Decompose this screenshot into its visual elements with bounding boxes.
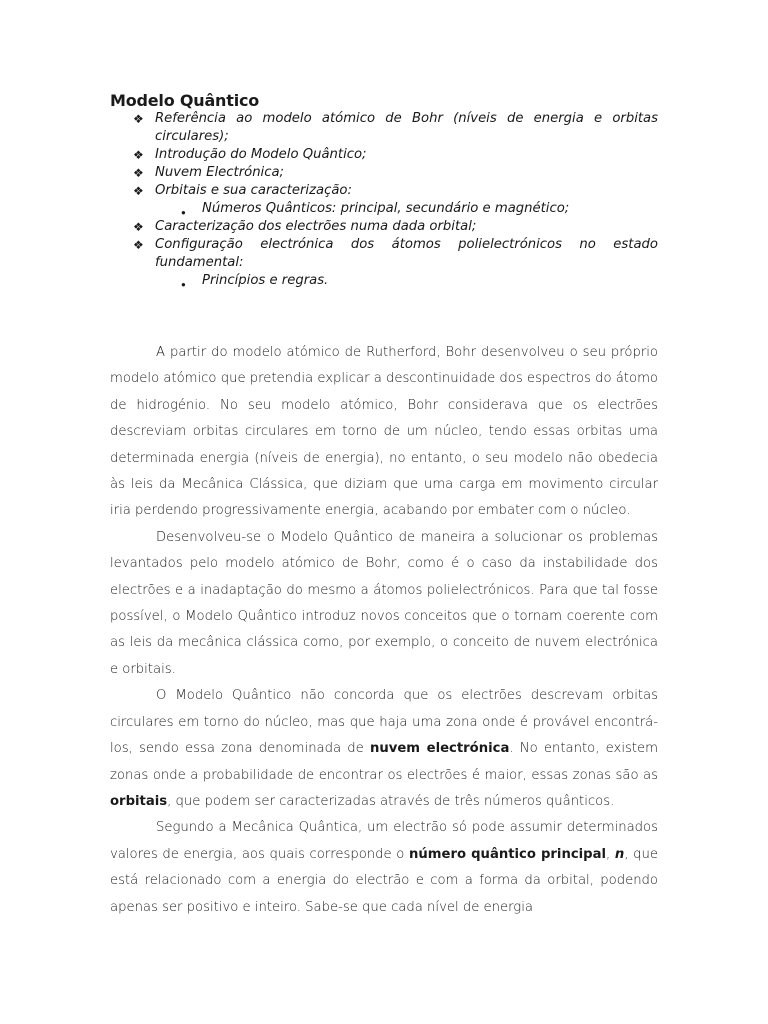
paragraph-text: O Modelo Quântico não concorda que os electrões descrevam orbitas circulares em torno do núcleo, mas que haja uma zona onde é provável encontrá-los, sendo essa zona denominada de [110, 688, 658, 757]
outline-subitem [133, 200, 658, 218]
outline-item-text: Princípios e regras. [202, 273, 329, 288]
outline-item-text: Introdução do Modelo Quântico; [155, 147, 367, 162]
outline-item [133, 164, 658, 182]
bold-term: orbitais [110, 793, 168, 809]
diamond-bullet-icon: ❖ [133, 220, 144, 234]
outline-item [133, 236, 658, 272]
paragraph-text: , [606, 846, 615, 862]
body-text [110, 340, 658, 921]
paragraph-text: , que está relacionado com a energia do electrão e com a forma da orbital, podendo apenas ser positivo e inteiro. Sabe-se que cada nível de energia [110, 846, 658, 915]
diamond-bullet-icon: ❖ [133, 112, 144, 126]
diamond-bullet-icon: ❖ [133, 238, 144, 252]
outline-item-text: Caracterização dos electrões numa dada orbital; [155, 219, 477, 234]
outline-item [133, 218, 658, 236]
outline-item-text: Configuração electrónica dos átomos polielectrónicos no estado fundamental: [155, 237, 658, 270]
bullet-dot-icon: ● [181, 208, 186, 217]
outline-item-text: Orbitais e sua caracterização: [155, 183, 352, 198]
symbol-n: n [614, 846, 625, 862]
bold-term: nuvem electrónica [369, 741, 510, 757]
outline-item-text: Nuvem Electrónica; [155, 165, 284, 180]
paragraph [110, 525, 658, 683]
paragraph [110, 683, 658, 815]
paragraph-text: , que podem ser caracterizadas através de três números quânticos. [167, 793, 615, 809]
page-title: Modelo Quântico [110, 91, 260, 110]
paragraph-text: Segundo a Mecânica Quântica, um electrão só pode assumir determinados valores de energia, aos quais corresponde o [110, 820, 658, 862]
diamond-bullet-icon: ❖ [133, 184, 144, 198]
paragraph [110, 815, 658, 921]
outline-item-text: Números Quânticos: principal, secundário e magnético; [202, 201, 570, 216]
paragraph [110, 340, 658, 525]
outline-item [133, 146, 658, 164]
outline-item-text: Referência ao modelo atómico de Bohr (níveis de energia e orbitas circulares); [155, 111, 658, 144]
diamond-bullet-icon: ❖ [133, 166, 144, 180]
outline-item [133, 110, 658, 146]
outline-item [133, 182, 658, 200]
outline-subitem [133, 272, 658, 290]
paragraph-text: Desenvolveu-se o Modelo Quântico de maneira a solucionar os problemas levantados pelo modelo atómico de Bohr, como é o caso da instabilidade dos electrões e a inadaptação do mesmo a átomos polielectrónicos. Para que tal fosse possível, o Modelo Quântico introduz novos conceitos que o tornam coerente com as leis da mecânica clássica como, por exemplo, o conceito de nuvem electrónica e orbitais. [110, 529, 658, 677]
topic-outline [133, 110, 658, 290]
paragraph-text: . No entanto, existem zonas onde a probabilidade de encontrar os electrões é maior, essas zonas são as [110, 741, 658, 783]
paragraph-text: A partir do modelo atómico de Rutherford, Bohr desenvolveu o seu próprio modelo atómico que pretendia explicar a descontinuidade dos espectros do átomo de hidrogénio. No seu modelo atómico, Bohr considerava que os electrões descreviam orbitas circulares em torno de um núcleo, tendo essas orbitas uma determinada energia (níveis de energia), no entanto, o seu modelo não obedecia às leis da Mecânica Clássica, que diziam que uma carga em movimento circular iria perdendo progressivamente energia, acabando por embater com o núcleo. [110, 345, 658, 519]
diamond-bullet-icon: ❖ [133, 148, 144, 162]
bullet-dot-icon: ● [181, 280, 186, 289]
bold-term: número quântico principal [409, 846, 607, 862]
